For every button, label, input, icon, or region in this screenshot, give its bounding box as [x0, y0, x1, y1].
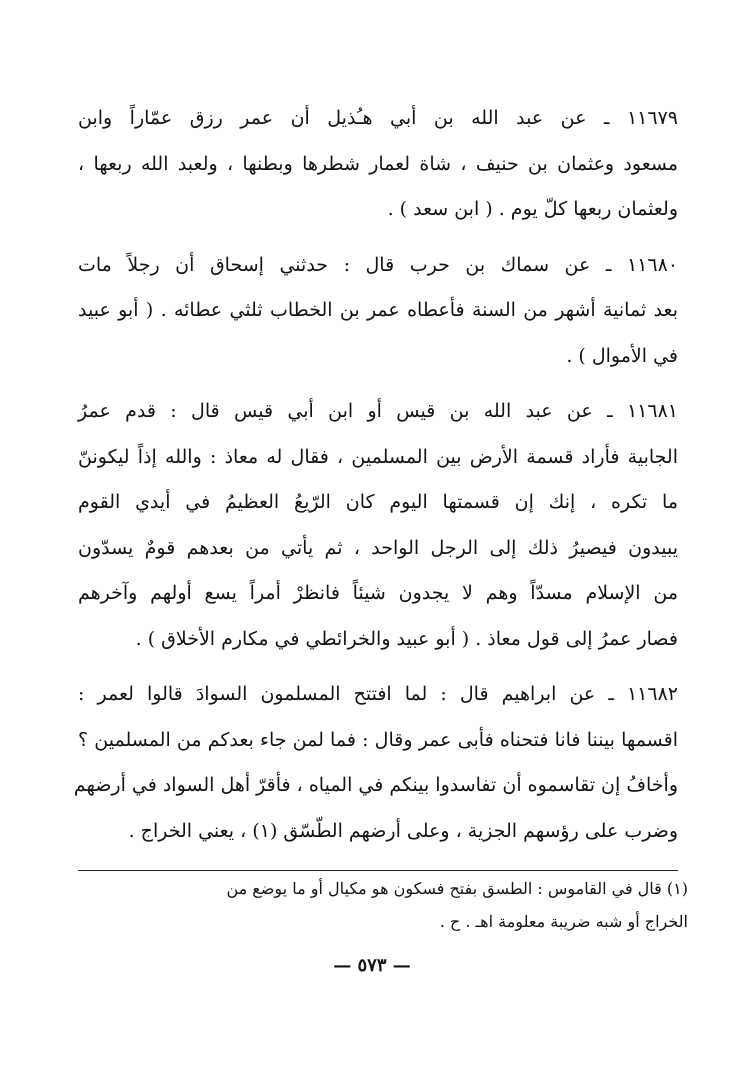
main-text: [73, 96, 678, 864]
text-line: اقسمها بيننا فانا فتحناه فأبى عمر وقال : فما لمن جاء بعدكم من المسلمين ؟: [78, 728, 678, 751]
footnote-line: (١) قال في القاموس : الطسق بفتح فسكون هو مكيال أو ما يوضع من: [226, 879, 688, 898]
text-line: ١١٦٨٠ ـ عن سماك بن حرب قال : حدثني إسحاق أن رجلاً مات: [78, 253, 678, 276]
text-line: وضرب على رؤسهم الجزية ، وعلى أرضهم الطّسّق (١) ، يعني الخراج .: [128, 819, 678, 842]
text-line: ١١٦٧٩ ـ عن عبد الله بن أبي هـُذيل أن عمر رزق عمّاراً وابن: [78, 107, 678, 129]
text-line: ١١٦٨٢ ـ عن ابراهيم قال : لما افتتح المسلمون السوادَ قالوا لعمر :: [78, 683, 678, 705]
text-line: ولعثمان ربعها كلّ يوم . ( ابن سعد ) .: [387, 198, 678, 220]
text-line: بعد ثمانية أشهر من السنة فأعطاه عمر بن الخطاب ثلثي عطائه . ( أبو عبيد: [78, 299, 678, 321]
hadith-paragraph-11680: [78, 243, 678, 380]
text-line: في الأموال ) .: [566, 344, 678, 367]
text-line: يبيدون فيصيرُ ذلك إلى الرجل الواحد ، ثم يأتي من بعدهم قومٌ يسدّون: [78, 536, 678, 559]
footnote-divider: [78, 870, 678, 871]
hadith-paragraph-11679: [78, 96, 678, 233]
footnote-line: الخراج أو شبه ضريبة معلومة اهـ . ح .: [439, 912, 688, 931]
text-line: الجابية فأراد قسمة الأرض بين المسلمين ، فقال له معاذ : والله إذاً ليكوننّ: [78, 445, 678, 468]
hadith-paragraph-11682: [73, 672, 678, 854]
text-line: ١١٦٨١ ـ عن عبد الله بن قيس أو ابن أبي قيس قال : قدم عمرُ: [78, 400, 678, 422]
text-line: من الإسلام مسدّاً وهم لا يجدون شيئاً فانظرْ أمراً يسع أولهم وآخرهم: [78, 582, 678, 604]
hadith-paragraph-11681: [78, 389, 678, 662]
text-line: ما تكره ، إنك إن قسمتها اليوم كان الرّيعُ العظيمُ في أيدي القوم: [78, 491, 678, 513]
text-line: مسعود وعثمان بن حنيف ، شاة لعمار شطرها وبطنها ، ولعبد الله ربعها ،: [78, 152, 678, 175]
text-line: وأخافُ إن تقاسموه أن تفاسدوا بينكم في المياه ، فأقرّ أهل السواد في أرضهم: [73, 774, 678, 796]
footnote: [78, 872, 688, 938]
page-number: — ٥٧٣ —: [333, 955, 411, 976]
text-line: فصار عمرُ إلى قول معاذ . ( أبو عبيد والخرائطي في مكارم الأخلاق ) .: [135, 627, 678, 650]
